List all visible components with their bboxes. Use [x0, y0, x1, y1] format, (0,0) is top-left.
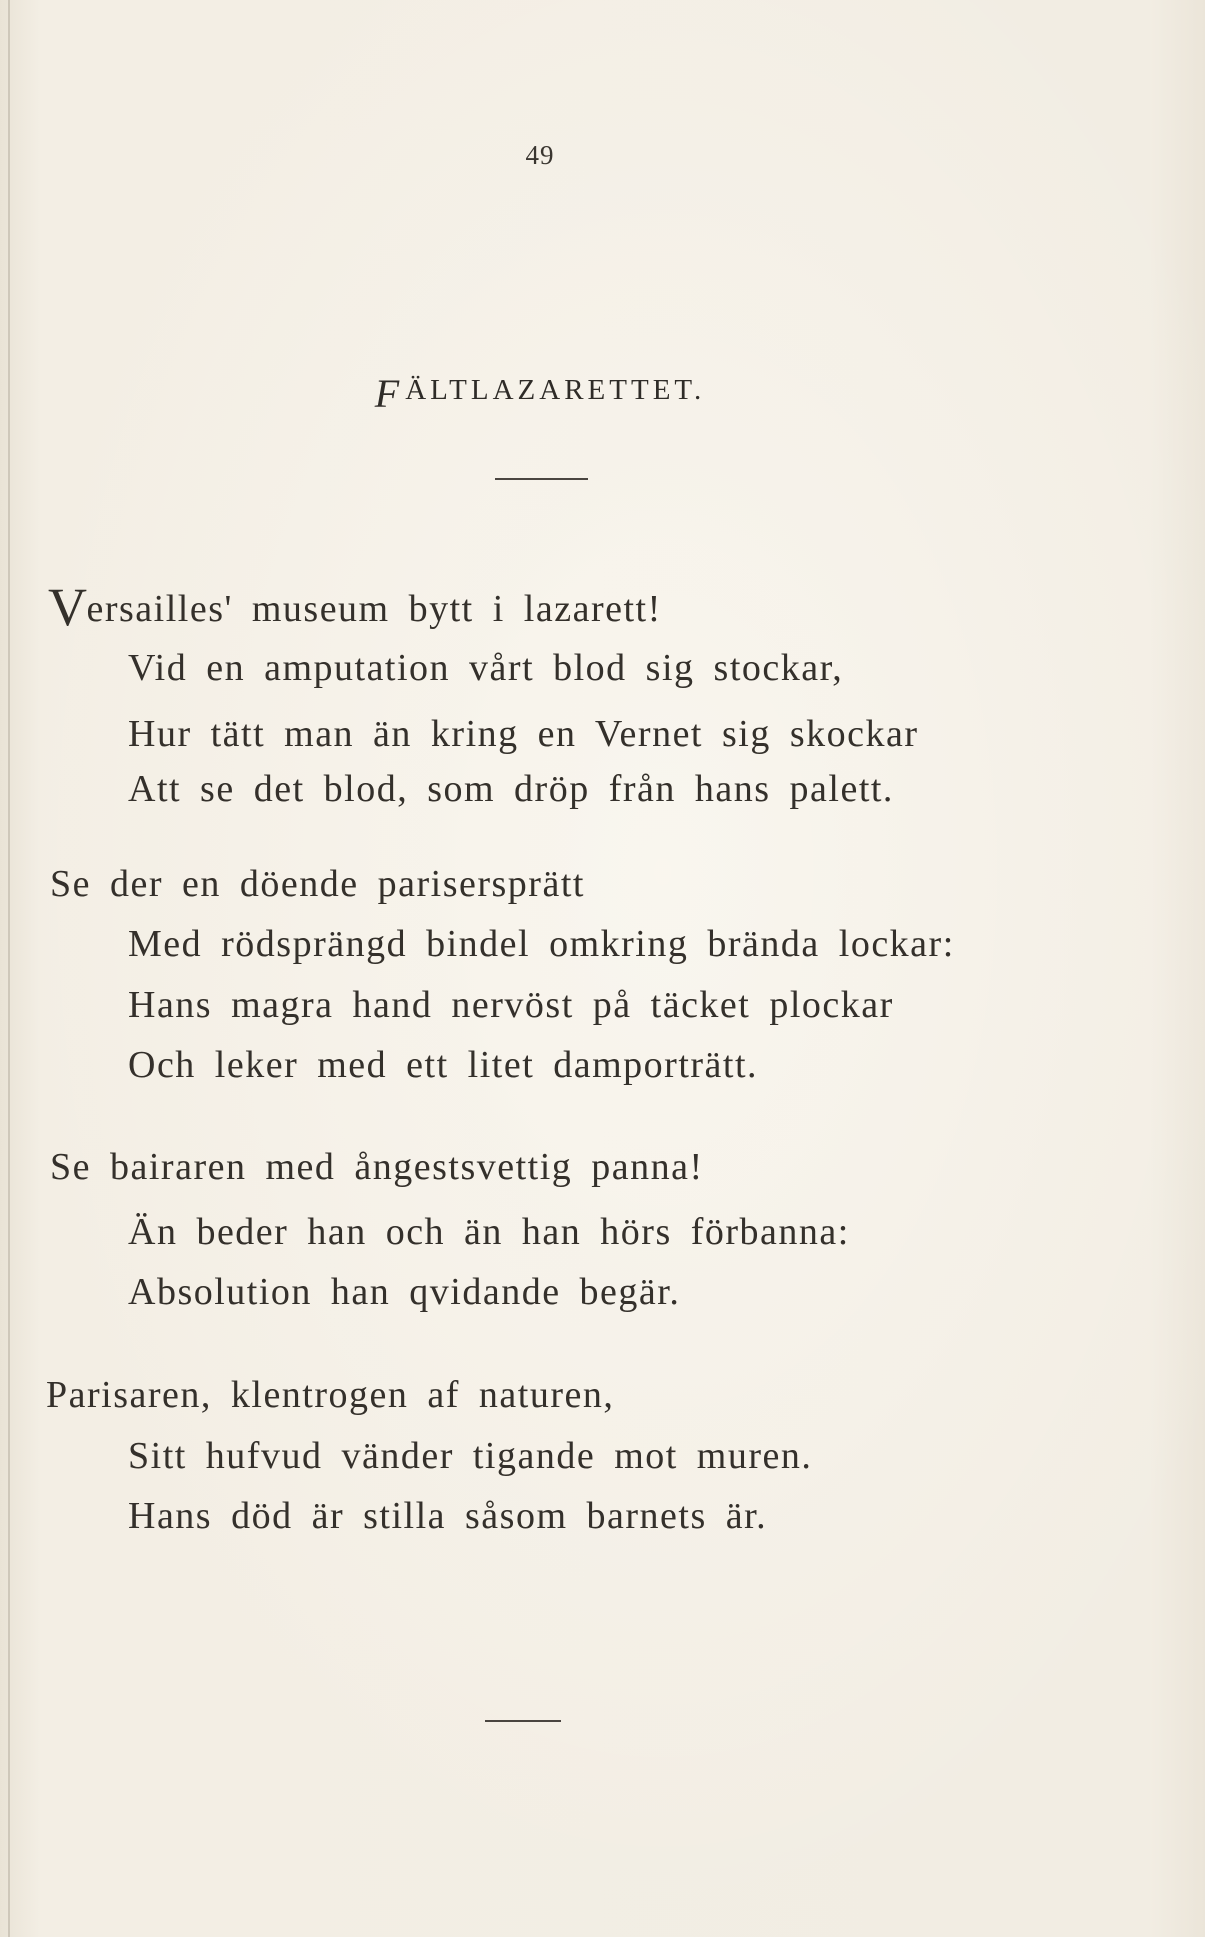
poem-line: Hans död är stilla såsom barnets är. [128, 1495, 768, 1537]
poem-title [0, 370, 1080, 417]
poem-line: Hans magra hand nervöst på täcket plockar [128, 984, 894, 1026]
page-edge-line [8, 0, 10, 1937]
poem-line: Att se det blod, som dröp från hans palett. [128, 768, 894, 810]
poem-line: Vid en amputation vårt blod sig stockar, [128, 647, 844, 689]
poem-line: Se der en döende parisersprätt [50, 863, 585, 905]
title-rest: ÄLTLAZARETTET. [405, 374, 706, 406]
poem-line [48, 577, 662, 637]
page-number: 49 [525, 140, 555, 170]
poem-line: Sitt hufvud vänder tigande mot muren. [128, 1435, 813, 1477]
end-divider [485, 1720, 561, 1722]
poem-line: Parisaren, klentrogen af naturen, [46, 1374, 615, 1416]
poem-line: Se bairaren med ångestsvettig panna! [50, 1146, 704, 1188]
poem-line: Än beder han och än han hörs förbanna: [128, 1211, 850, 1253]
poem-line: Och leker med ett litet damporträtt. [128, 1044, 759, 1086]
drop-cap: V [48, 577, 89, 637]
title-initial: F [374, 371, 404, 416]
title-divider [495, 478, 588, 480]
poem-line: Absolution han qvidande begär. [128, 1271, 681, 1313]
poem-line: Hur tätt man än kring en Vernet sig skockar [128, 713, 919, 755]
poem-line-text: ersailles' museum bytt i lazarett! [86, 588, 662, 630]
poem-line: Med rödsprängd bindel omkring brända lockar: [128, 923, 955, 965]
